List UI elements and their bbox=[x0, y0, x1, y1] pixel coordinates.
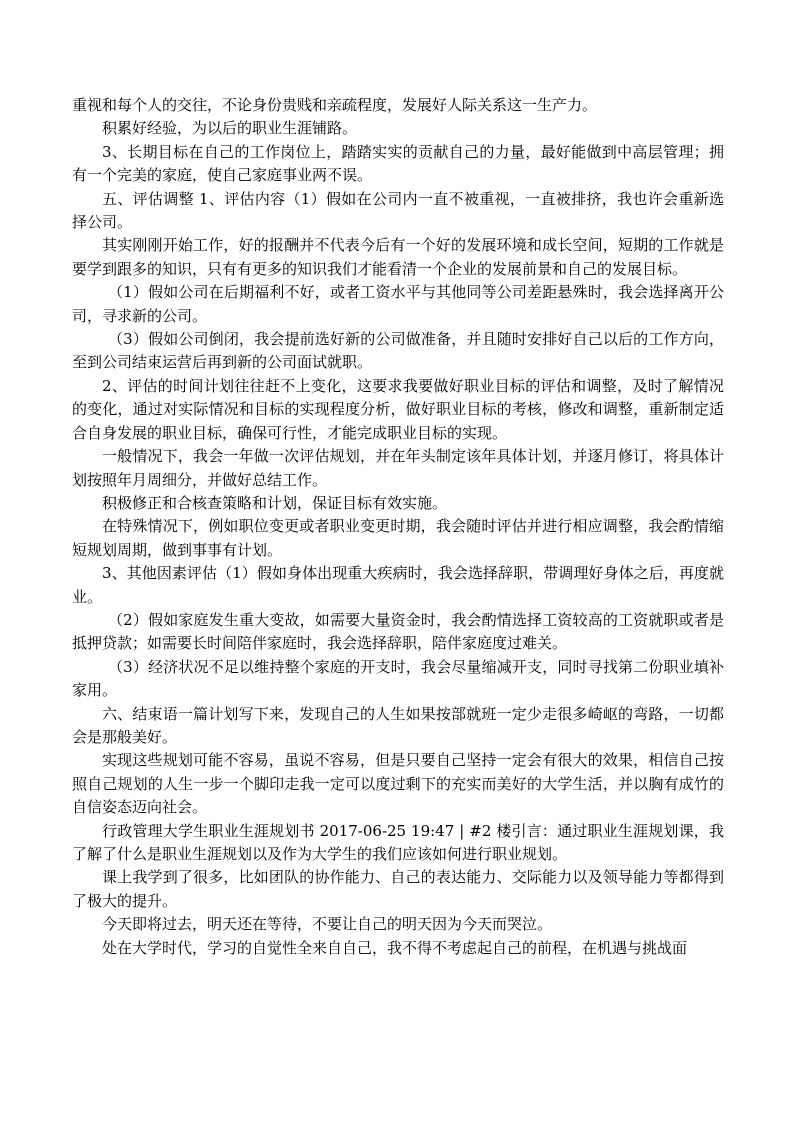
paragraph-2: 积累好经验，为以后的职业生涯铺路。 bbox=[102, 119, 358, 138]
paragraph-9: 一般情况下，我会一年做一次评估规划，并在年头制定该年具体计划，并逐月修订，将具体计划按照年月周细分，并做好总结工作。 bbox=[72, 447, 724, 489]
paragraph-12: 3、其他因素评估（1）假如身体出现重大疾病时，我会选择辞职，带调理好身体之后，再度就业。 bbox=[72, 564, 724, 606]
paragraph-3: 3、长期目标在自己的工作岗位上，踏踏实实的贡献自己的力量，最好能做到中高层管理；拥有一个完美的家庭，使自己家庭事业两不误。 bbox=[72, 142, 724, 185]
paragraph-18: 课上我学到了很多，比如团队的协作能力、自己的表达能力、交际能力以及领导能力等都得到了极大的提升。 bbox=[72, 868, 724, 910]
paragraph-20: 处在大学时代，学习的自觉性全来自自己，我不得不考虑起自己的前程，在机遇与挑战面 bbox=[102, 938, 688, 957]
paragraph-14: （3）经济状况不足以维持整个家庭的开支时，我会尽量缩减开支，同时寻找第二份职业填补家用。 bbox=[72, 657, 724, 700]
paragraph-17: 行政管理大学生职业生涯规划书 2017-06-25 19:47 | #2 楼引言：通过职业生涯规划课，我了解了什么是职业生涯规划以及作为大学生的我们应该如何进行职业规划。 bbox=[72, 821, 724, 863]
paragraph-7: （3）假如公司倒闭，我会提前选好新的公司做准备，并且随时安排好自己以后的工作方向，至到公司结束运营后再到新的公司面试就职。 bbox=[72, 330, 724, 372]
paragraph-6: （1）假如公司在后期福利不好，或者工资水平与其他同等公司差距悬殊时，我会选择离开公司，寻求新的公司。 bbox=[72, 283, 724, 325]
paragraph-13: （2）假如家庭发生重大变故，如需要大量资金时，我会酌情选择工资较高的工资就职或者是抵押贷款；如需要长时间陪伴家庭时，我会选择辞职，陪伴家庭度过难关。 bbox=[72, 610, 724, 653]
paragraph-8: 2、评估的时间计划往往赶不上变化，这要求我要做好职业目标的评估和调整，及时了解情况的变化，通过对实际情况和目标的实现程度分析，做好职业目标的考核，修改和调整，重新制定适合自身发展的职业目标，确保可行性，才能完成职业目标的实现。 bbox=[72, 376, 724, 442]
document-page bbox=[72, 94, 724, 960]
paragraph-4: 五、评估调整 1、评估内容（1）假如在公司内一直不被重视，一直被排挤，我也许会重新选择公司。 bbox=[72, 189, 724, 232]
paragraph-11: 在特殊情况下，例如职位变更或者职业变更时期，我会随时评估并进行相应调整，我会酌情缩短规划周期，做到事事有计划。 bbox=[72, 517, 724, 559]
paragraph-10: 积极修正和合核查策略和计划，保证目标有效实施。 bbox=[102, 493, 448, 512]
paragraph-5: 其实刚刚开始工作，好的报酬并不代表今后有一个好的发展环境和成长空间，短期的工作就是要学到跟多的知识，只有有更多的知识我们才能看清一个企业的发展前景和自己的发展目标。 bbox=[72, 236, 724, 278]
paragraph-15: 六、结束语一篇计划写下来，发现自己的人生如果按部就班一定少走很多崎岖的弯路，一切都会是那般美好。 bbox=[72, 704, 724, 746]
paragraph-19: 今天即将过去，明天还在等待，不要让自己的明天因为今天而哭泣。 bbox=[102, 915, 553, 934]
paragraph-1: 重视和每个人的交往，不论身份贵贱和亲疏程度，发展好人际关系这一生产力。 bbox=[72, 96, 598, 114]
paragraph-16: 实现这些规划可能不容易，虽说不容易，但是只要自己坚持一定会有很大的效果，相信自己按照自己规划的人生一步一个脚印走我一定可以度过剩下的充实而美好的大学生活，并以胸有成竹的自信姿态迈向社会。 bbox=[72, 751, 724, 817]
